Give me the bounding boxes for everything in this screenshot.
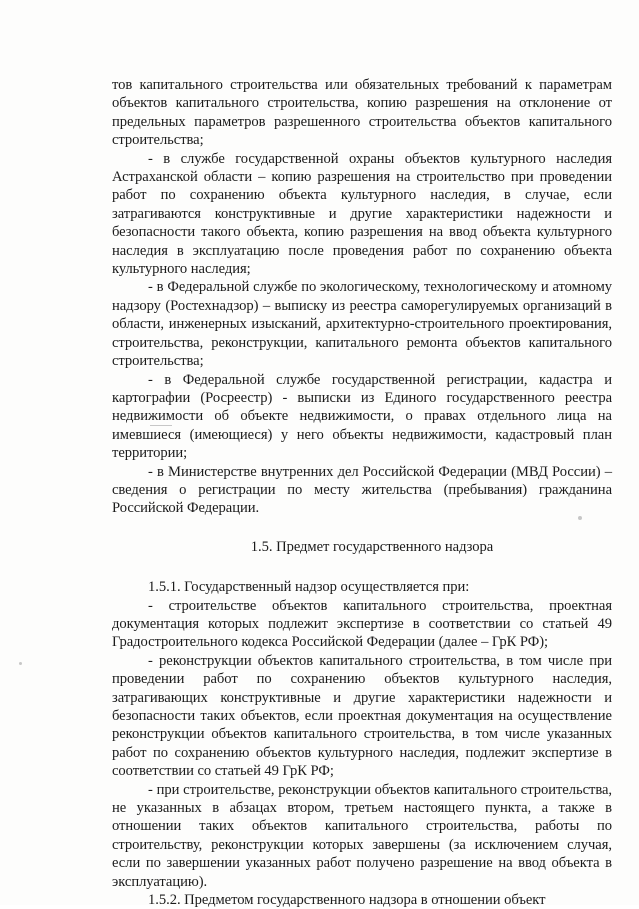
- paragraph-rosreestr: - в Федеральной службе государственной регистрации, кадастра и картографии (Росреестр) - выписки из Единого государственного реестра недвижимости об объекте недвижимости, о правах отдельного лица на имевшиеся (имеющиеся) у него объекты недвижимости, кадастровый план территории;: [112, 371, 612, 462]
- paragraph-mvd: - в Министерстве внутренних дел Российской Федерации (МВД России) – сведения о регистрации по месту жительства (пребывания) гражданина Российской Федерации.: [112, 463, 612, 517]
- paragraph-1-5-2: 1.5.2. Предметом государственного надзора в отношении объект: [148, 892, 546, 909]
- paragraph-1-5-1: 1.5.1. Государственный надзор осуществляется при:: [148, 579, 470, 596]
- paragraph-rostekhnadzor: - в Федеральной службе по экологическому, технологическому и атомному надзору (Ростехнадзор) – выписку из реестра саморегулируемых организаций в области, инженерных изысканий, архитектурно-строительного проектирования, строительства, реконструкции, капитального ремонта объектов капитального строительства;: [112, 279, 612, 370]
- scan-artifact-line: [150, 425, 172, 426]
- paragraph-construction: - строительстве объектов капитального строительства, проектная документация которых подлежит экспертизе в соответствии со статьей 49 Градостроительного кодекса Российской Федерации (далее – ГрК РФ);: [112, 597, 612, 651]
- paragraph-reconstruction: - реконструкции объектов капитального строительства, в том числе при проведении работ по сохранению объектов культурного наследия, затрагивающих конструктивные и другие характеристики надежности и безопасности таких объектов, если проектная документация на осуществление реконструкции объектов капитального строительства, в том числе указанных работ по сохранению объектов культурного наследия, подлежит экспертизе в соответствии со статьей 49 ГрК РФ;: [112, 652, 612, 780]
- paragraph-culture-heritage: - в службе государственной охраны объектов культурного наследия Астраханской области – копию разрешения на строительство при проведении работ по сохранению объекта культурного наследия, в случае, если затрагиваются конструктивные и другие характеристики надежности и безопасности такого объекта, копию разрешения на ввод объекта культурного наследия в эксплуатацию после проведения работ по сохранению объекта культурного наследия;: [112, 150, 612, 278]
- scan-artifact-dot: [19, 662, 22, 665]
- paragraph-continuation: тов капитального строительства или обязательных требований к параметрам объектов капитального строительства, копию разрешения на отклонение от предельных параметров разрешенного строительства объектов капитального строительства;: [112, 77, 612, 149]
- document-body: [112, 76, 612, 909]
- section-heading: 1.5. Предмет государственного надзора: [250, 538, 494, 555]
- scan-artifact-dot: [578, 516, 582, 520]
- paragraph-other-objects: - при строительстве, реконструкции объектов капитального строительства, не указанных в абзацах втором, третьем настоящего пункта, а также в отношении таких объектов капитального строительства, работы по строительству, реконструкции которых завершены (за исключением случая, если по завершении указанных работ получено разрешение на ввод объекта в эксплуатацию).: [112, 781, 612, 890]
